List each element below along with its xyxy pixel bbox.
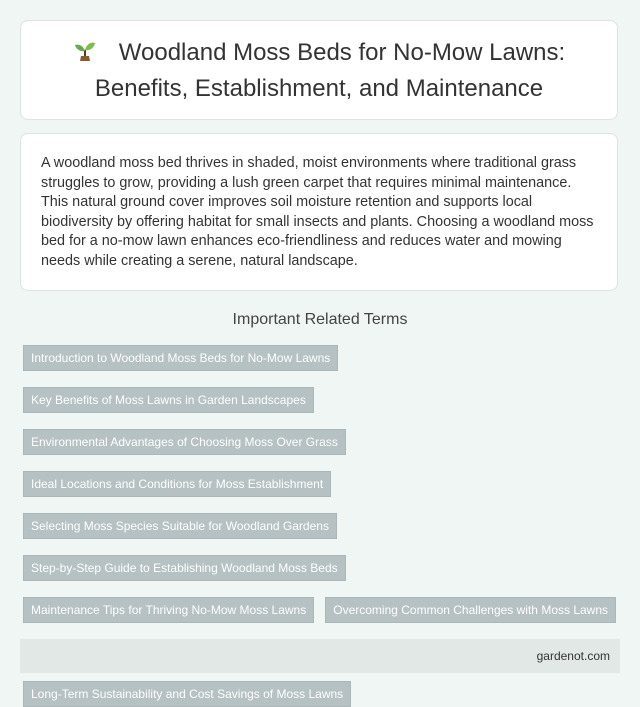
related-term-tag[interactable]: Introduction to Woodland Moss Beds for No-Mow Lawns [23, 345, 338, 371]
title-card [20, 20, 618, 120]
related-term-tag[interactable]: Long-Term Sustainability and Cost Savings of Moss Lawns [23, 681, 351, 707]
related-term-tag[interactable]: Overcoming Common Challenges with Moss Lawns [325, 597, 616, 623]
related-term-tag[interactable]: Ideal Locations and Conditions for Moss Establishment [23, 471, 331, 497]
related-term-tag[interactable]: Maintenance Tips for Thriving No-Mow Moss Lawns [23, 597, 314, 623]
related-term-tag[interactable]: Key Benefits of Moss Lawns in Garden Landscapes [23, 387, 314, 413]
page-title [39, 36, 599, 105]
related-term-tag[interactable]: Selecting Moss Species Suitable for Woodland Gardens [23, 513, 337, 539]
title-text: Woodland Moss Beds for No-Mow Lawns: Benefits, Establishment, and Maintenance [94, 38, 566, 102]
related-terms-heading: Important Related Terms [232, 311, 408, 328]
footer [20, 639, 620, 673]
related-term-tag[interactable]: Step-by-Step Guide to Establishing Woodland Moss Beds [23, 555, 346, 581]
related-term-tag[interactable]: Environmental Advantages of Choosing Moss Over Grass [23, 429, 346, 455]
description-text: A woodland moss bed thrives in shaded, moist environments where traditional grass struggles to grow, providing a lush green carpet that requires minimal maintenance. This natural ground cover improves soil moisture retention and supports local biodiversity by offering habitat for small insects and plants. Choosing a woodland moss bed for a no-mow lawn enhances eco-friendliness and reduces water and mowing needs while creating a serene, natural landscape. [41, 155, 594, 269]
seedling-icon [73, 39, 97, 72]
footer-site-link[interactable]: gardenot.com [536, 649, 610, 663]
description-card [20, 133, 618, 291]
